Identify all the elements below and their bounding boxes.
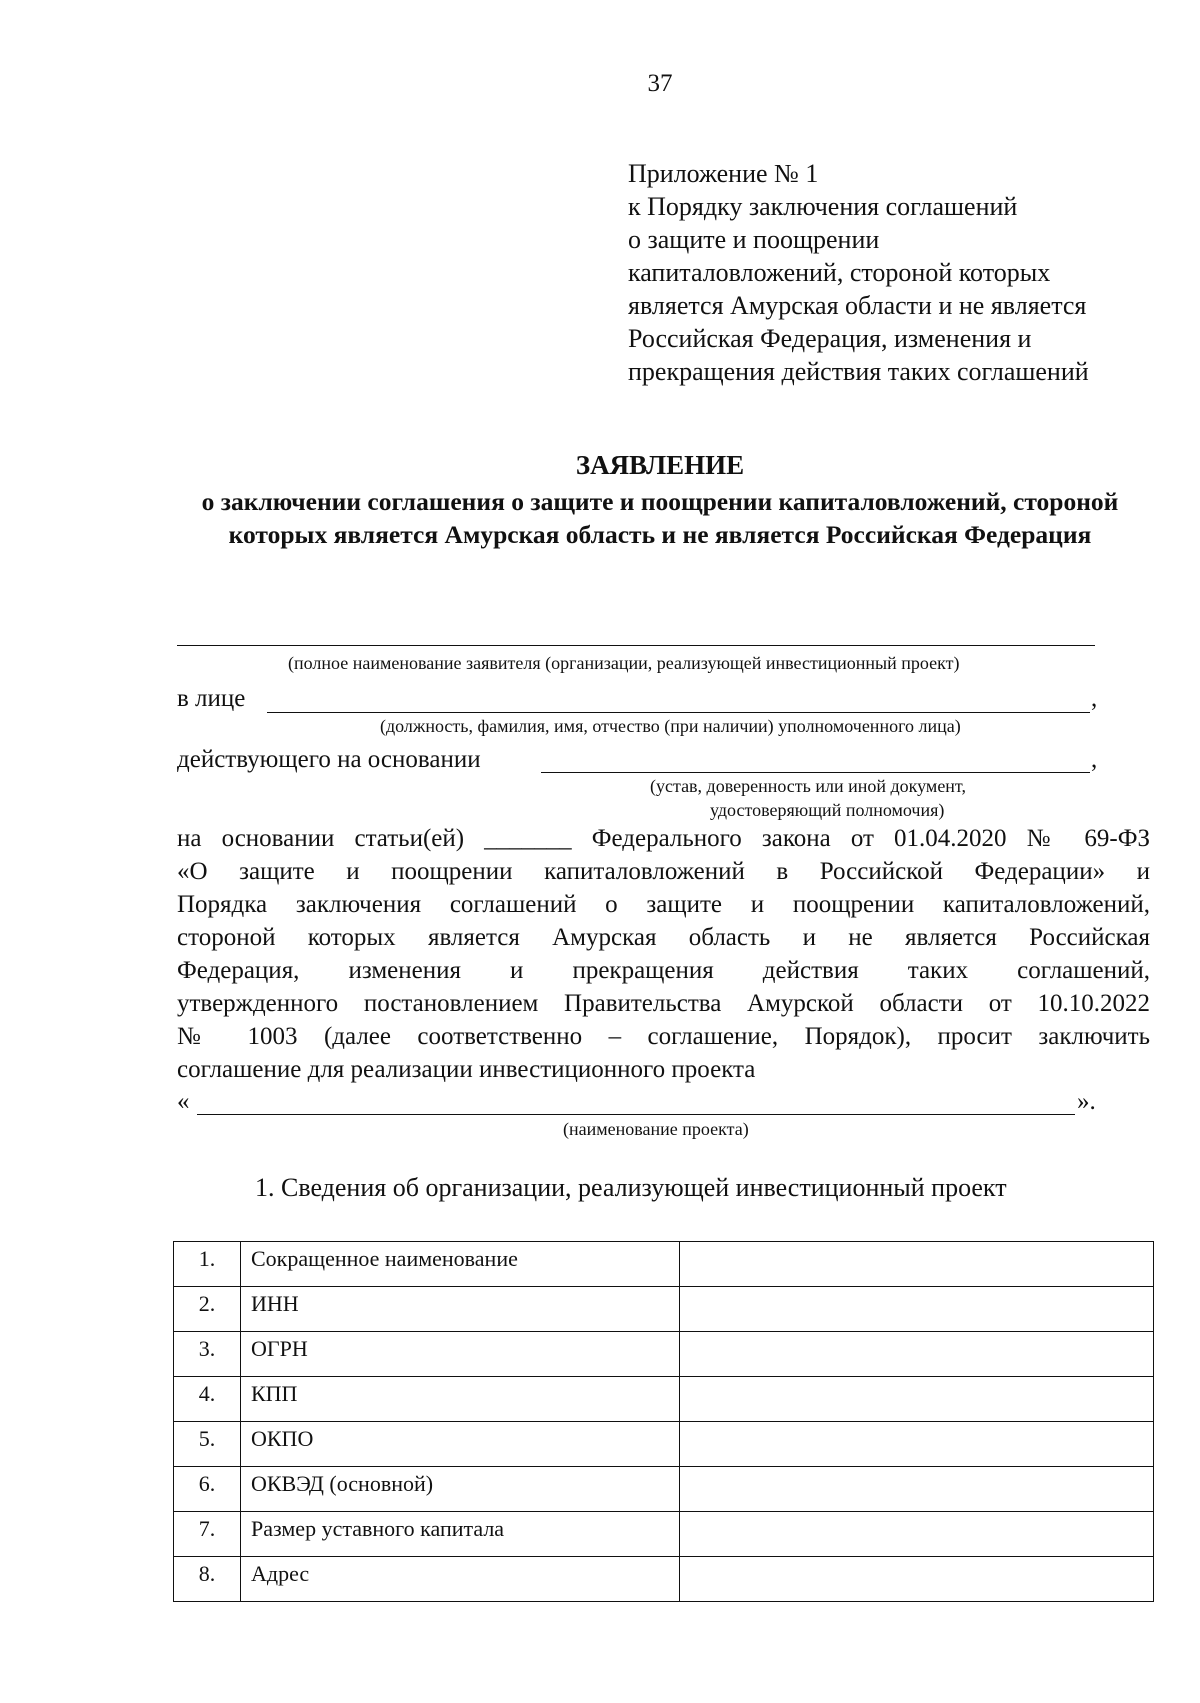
row-value-cell[interactable] [680, 1467, 1154, 1512]
basis-field[interactable] [541, 772, 1090, 773]
comma: , [1091, 746, 1098, 773]
in-person-hint: (должность, фамилия, имя, отчество (при наличии) уполномоченного лица) [380, 716, 961, 736]
row-label: ОКВЭД (основной) [241, 1467, 680, 1512]
row-value-cell[interactable] [680, 1287, 1154, 1332]
appendix-header [628, 157, 1188, 388]
table-row [174, 1242, 1154, 1287]
quote-close: ». [1077, 1088, 1096, 1115]
in-person-field[interactable] [267, 712, 1090, 713]
row-value-cell[interactable] [680, 1242, 1154, 1287]
comma: , [1091, 685, 1098, 712]
row-number: 1. [174, 1242, 241, 1287]
project-name-field[interactable] [197, 1114, 1075, 1115]
basis-hint-line2: удостоверяющий полномочия) [710, 800, 945, 820]
basis-hint-line1: (устав, доверенность или иной документ, [650, 776, 966, 796]
row-label: КПП [241, 1377, 680, 1422]
document-subtitle: о заключении соглашения о защите и поощрении капиталовложений, стороной которых является Амурская область и не является Российская Федерация [201, 487, 1119, 549]
row-value-cell[interactable] [680, 1332, 1154, 1377]
appendix-line: Приложение № 1 [628, 159, 819, 188]
document-title: ЗАЯВЛЕНИЕ [575, 450, 745, 480]
table-row [174, 1422, 1154, 1467]
table-row [174, 1512, 1154, 1557]
body-line: на основании статьи(ей) _______ Федерального закона от 01.04.2020 № 69-ФЗ [177, 825, 1150, 852]
body-line: Федерация, изменения и прекращения действия таких соглашений, [177, 957, 1150, 984]
appendix-line: Российская Федерация, изменения и [628, 324, 1032, 353]
row-value-cell[interactable] [680, 1557, 1154, 1602]
row-label: ИНН [241, 1287, 680, 1332]
body-line: «О защите и поощрении капиталовложений в Российской Федерации» и [177, 858, 1150, 885]
body-line: соглашение для реализации инвестиционного проекта [177, 1056, 756, 1083]
row-value-cell[interactable] [680, 1422, 1154, 1467]
body-line: стороной которых является Амурская область и не является Российская [177, 924, 1150, 951]
basis-label: действующего на основании [177, 746, 481, 773]
row-number: 3. [174, 1332, 241, 1377]
page-number: 37 [647, 70, 673, 97]
appendix-line: к Порядку заключения соглашений [628, 192, 1018, 221]
body-paragraph [177, 822, 1150, 1086]
body-line: утвержденного постановлением Правительства Амурской области от 10.10.2022 [177, 990, 1150, 1017]
row-label: ОКПО [241, 1422, 680, 1467]
row-label: Адрес [241, 1557, 680, 1602]
quote-open: « [177, 1088, 190, 1115]
section-title: 1. Сведения об организации, реализующей инвестиционный проект [255, 1173, 1007, 1202]
table-row [174, 1287, 1154, 1332]
row-number: 7. [174, 1512, 241, 1557]
applicant-name-field[interactable] [177, 645, 1095, 646]
body-line: Порядка заключения соглашений о защите и поощрении капиталовложений, [177, 891, 1150, 918]
in-person-label: в лице [177, 685, 246, 712]
appendix-line: является Амурская области и не является [628, 291, 1087, 320]
table-row [174, 1332, 1154, 1377]
row-value-cell[interactable] [680, 1377, 1154, 1422]
body-line: № 1003 (далее соответственно – соглашение, Порядок), просит заключить [177, 1023, 1150, 1050]
row-value-cell[interactable] [680, 1512, 1154, 1557]
table-row [174, 1467, 1154, 1512]
row-label: Размер уставного капитала [241, 1512, 680, 1557]
appendix-line: прекращения действия таких соглашений [628, 357, 1089, 386]
row-number: 8. [174, 1557, 241, 1602]
organization-info-table [173, 1241, 1154, 1602]
row-label: Сокращенное наименование [241, 1242, 680, 1287]
row-number: 2. [174, 1287, 241, 1332]
row-number: 4. [174, 1377, 241, 1422]
row-label: ОГРН [241, 1332, 680, 1377]
row-number: 5. [174, 1422, 241, 1467]
table-row [174, 1377, 1154, 1422]
row-number: 6. [174, 1467, 241, 1512]
table-row [174, 1557, 1154, 1602]
appendix-line: капиталовложений, стороной которых [628, 258, 1051, 287]
applicant-name-hint: (полное наименование заявителя (организации, реализующей инвестиционный проект) [288, 653, 960, 673]
project-name-hint: (наименование проекта) [563, 1119, 749, 1139]
appendix-line: о защите и поощрении [628, 225, 880, 254]
